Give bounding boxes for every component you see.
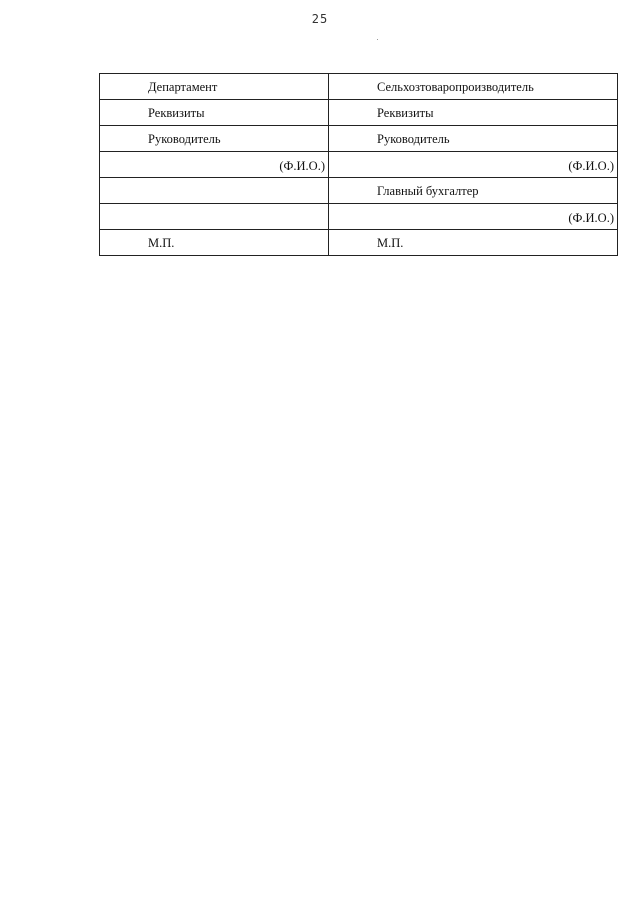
cell-department bbox=[100, 74, 329, 100]
table-row-accountant bbox=[100, 178, 618, 204]
department-label: Департамент bbox=[148, 80, 218, 95]
table-row-requisites bbox=[100, 100, 618, 126]
cell-accountant-fio-right bbox=[329, 204, 618, 230]
cell-accountant-fio-left-empty bbox=[100, 204, 329, 230]
cell-requisites-right bbox=[329, 100, 618, 126]
cell-stamp-right bbox=[329, 230, 618, 256]
cell-head-right bbox=[329, 126, 618, 152]
accountant-left-empty bbox=[100, 190, 328, 192]
table-row-stamp bbox=[100, 230, 618, 256]
stamp-label-right: М.П. bbox=[377, 236, 404, 251]
head-fio-left: (Ф.И.О.) bbox=[279, 159, 325, 174]
cell-accountant-left-empty bbox=[100, 178, 329, 204]
chief-accountant-label: Главный бухгалтер bbox=[377, 184, 479, 199]
scan-speck bbox=[377, 39, 378, 40]
cell-head-fio-right bbox=[329, 152, 618, 178]
cell-accountant-right bbox=[329, 178, 618, 204]
cell-producer bbox=[329, 74, 618, 100]
accountant-fio-right: (Ф.И.О.) bbox=[568, 211, 614, 226]
stamp-label-left: М.П. bbox=[148, 236, 175, 251]
accountant-fio-left-empty bbox=[100, 215, 328, 219]
head-fio-right: (Ф.И.О.) bbox=[568, 159, 614, 174]
table-row-head-fio bbox=[100, 152, 618, 178]
cell-head-left bbox=[100, 126, 329, 152]
requisites-label-right: Реквизиты bbox=[377, 106, 434, 121]
table-row-head bbox=[100, 126, 618, 152]
head-label-right: Руководитель bbox=[377, 132, 450, 147]
table-row-department bbox=[100, 74, 618, 100]
page-number: 25 bbox=[311, 12, 329, 26]
head-label-left: Руководитель bbox=[148, 132, 221, 147]
table-row-accountant-fio bbox=[100, 204, 618, 230]
requisites-label-left: Реквизиты bbox=[148, 106, 205, 121]
signature-table bbox=[99, 73, 618, 256]
producer-label: Сельхозтоваропроизводитель bbox=[377, 80, 534, 95]
cell-requisites-left bbox=[100, 100, 329, 126]
cell-stamp-left bbox=[100, 230, 329, 256]
cell-head-fio-left bbox=[100, 152, 329, 178]
